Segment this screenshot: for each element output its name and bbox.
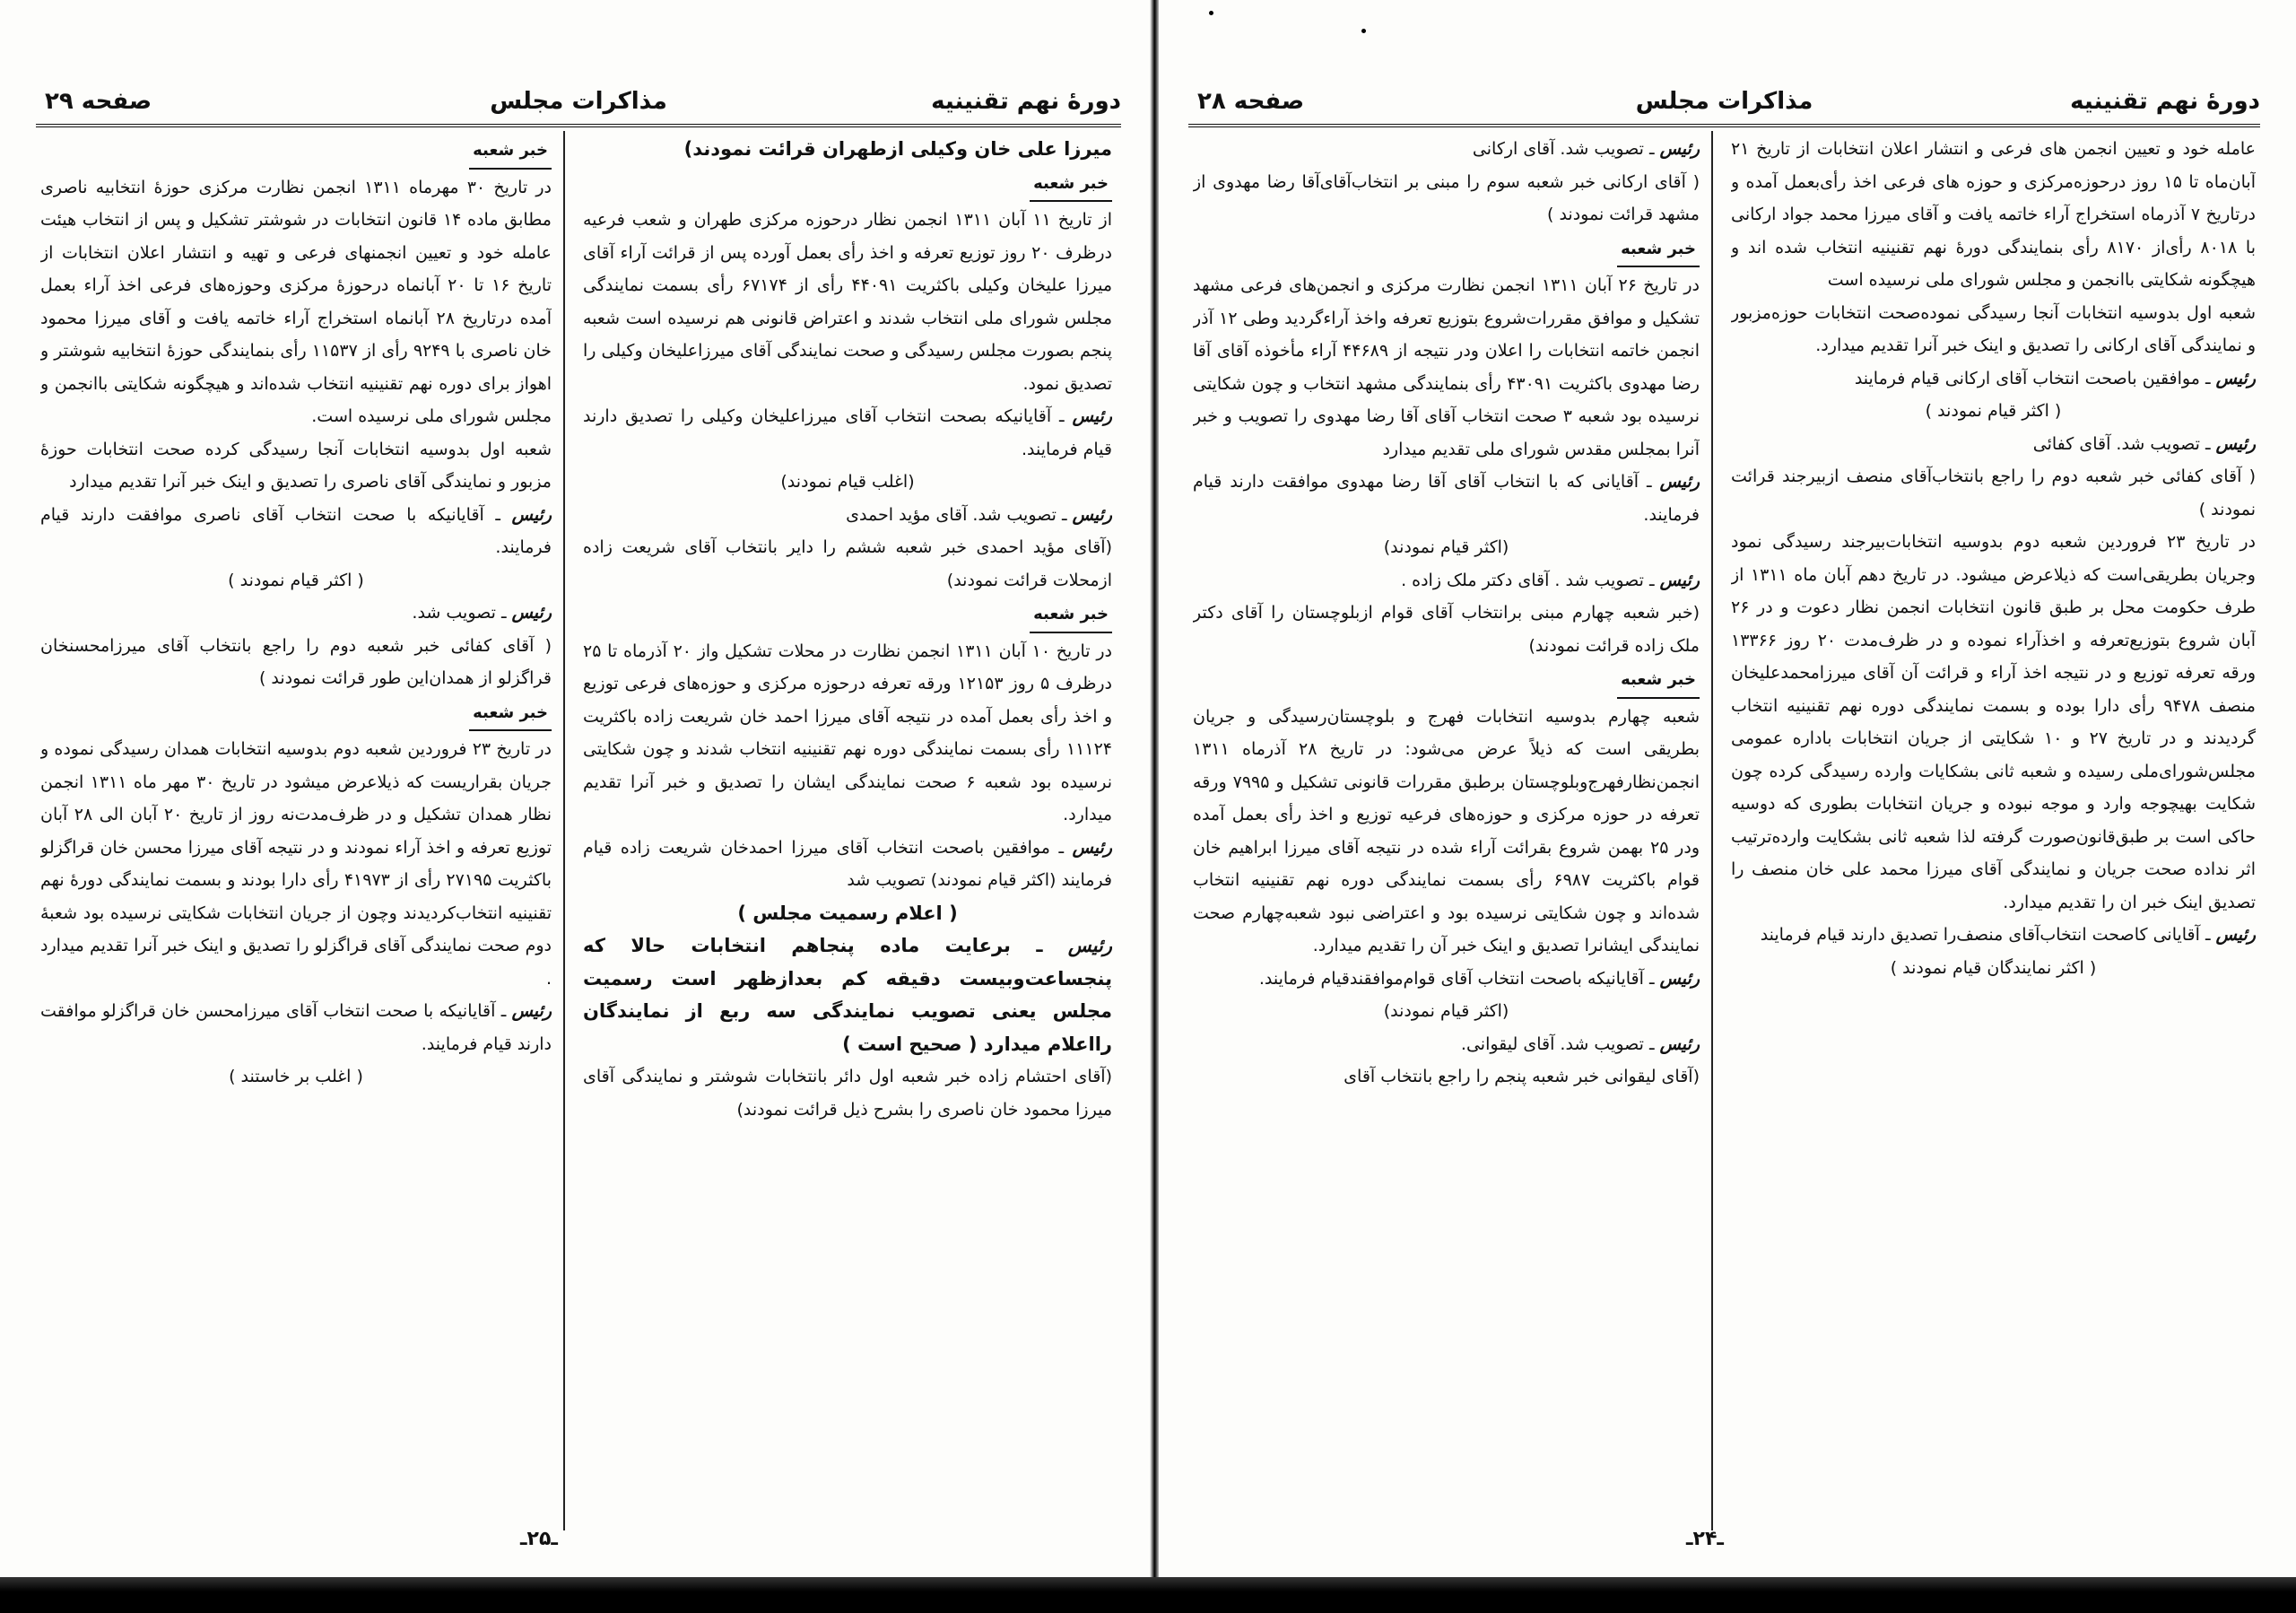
header-page-label: صفحه ۲۹ — [45, 88, 152, 115]
text-column-right — [1731, 133, 2256, 1505]
section-subhead — [583, 166, 1112, 205]
speech-text: ـ موافقین باصحت انتخاب آقای ارکانی قیام فرمایند — [1854, 368, 2211, 388]
page-number: ـ۲۵ـ — [520, 1528, 558, 1550]
speaker-name: رئیس — [1072, 837, 1112, 858]
page-header — [1188, 88, 2260, 127]
body-paragraph: (آقای احتشام زاده خبر شعبه اول دائر بانتخابات شوشتر و نمایندگی آقای میرزا محمود خان ناصری را بشرح ذیل قرائت نمودند) — [583, 1067, 1112, 1120]
section-subhead — [1193, 662, 1700, 701]
speech-text: ـ تصویب شد. آقای ارکانی — [1472, 139, 1655, 159]
speech-text: ـ تصویب شد. آقای لیقوانی. — [1460, 1033, 1655, 1054]
subhead-label: خبر شعبه — [469, 697, 552, 732]
stage-note: ( اعلام رسمیت مجلس ) — [737, 902, 958, 924]
text-column-left — [1193, 133, 1700, 1505]
stage-note: ( اغلب بر خاستند ) — [229, 1067, 363, 1086]
speaker-name: رئیس — [511, 1001, 552, 1021]
body-paragraph: در تاریخ ۱۰ آبان ۱۳۱۱ انجمن نظارت در محلات تشکیل واز ۲۰ آذرماه تا ۲۵ درظرف ۵ روز ۱۲۱۵۳ ورقه تعرفه درحوزه مرکزی و حوزه‌های فرعی توزیع و اخذ رأی بعمل آمده در نتیجه آقای میرزا احمد خان شریعت زاده باکثریت ۱۱۱۲۴ رأی بسمت نمایندگی دوره نهم تقنینیه انتخاب شدند و چون شکایتی نرسیده بود شعبه ۶ صحت نمایندگی ایشان را تصدیق و خبر آنرا تقدیم میدارد. — [583, 641, 1112, 824]
speaker-name: رئیس — [2215, 925, 2256, 945]
body-paragraph: در تاریخ ۲۳ فروردین شعبه دوم بدوسیه انتخابات همدان رسیدگی نموده و جریان بقراریست که ذیلاعرض میشود در تاریخ ۳۰ مهر ماه ۱۳۱۱ انجمن نظار همدان تشکیل و در ظرف‌مدت‌نه روز از تاریخ ۲۰ آبان الی ۲۸ آبان توزیع تعرفه و اخذ آراء نمودند و در نتیجه آقای میرزا محسن خان قراگزلو باکثریت ۲۷۱۹۵ رأی از ۴۱۹۷۳ رأی دارا بودند و بسمت نمایندگی دورهٔ نهم تقنینیه انتخاب‌کردیدند وچون از جریان انتخابات شکایتی نرسیده بود شعبهٔ دوم صحت نمایندگی آقای قراگزلو را تصدیق و اینک خبر آنرا تقدیم میدارد . — [40, 739, 552, 989]
section-subhead — [40, 695, 552, 734]
speaker-name: رئیس — [1072, 406, 1112, 426]
section-subhead — [583, 597, 1112, 635]
stage-note: ( اکثر نمایندگان قیام نمودند ) — [1890, 957, 2097, 978]
body-paragraph: از تاریخ ۱۱ آبان ۱۳۱۱ انجمن نظار درحوزه مرکزی طهران و شعب فرعیه درظرف ۲۰ روز توزیع تعرفه و اخذ رأی بعمل آورده پس از قرائت آراء آقای میرزا علیخان وکیلی باکثریت ۴۴۰۹۱ رأی از ۶۷۱۷۴ رأی بسمت نمایندگی مجلس شورای ملی انتخاب شدند و اعتراض قانونی هم نرسیده است شعبه پنجم بصورت مجلس رسیدگی و صحت نمایندگی آقای میرزاعلیخان وکیلی را تصدیق نمود. — [583, 210, 1112, 394]
subhead-label: خبر شعبه — [1617, 233, 1700, 268]
body-paragraph: عامله خود و تعیین انجمن های فرعی و انتشار اعلان انتخابات از تاریخ ۲۱ آبان‌ماه تا ۱۵ روز درحوزه‌مرکزی و حوزه های فرعی اخذ رأی‌بعمل آمده و درتاریخ ۷ آذرماه استخراج آراء خاتمه یافت و آقای میرزا محمد جواد ارکانی با ۸۰۱۸ رأی‌از ۸۱۷۰ رأی بنمایندگی دورهٔ نهم تقنینیه انتخاب شده اند و هیچگونه شکایتی باانجمن و مجلس شورای ملی نرسیده است — [1731, 139, 2256, 290]
speaker-name: رئیس — [1659, 139, 1700, 159]
body-paragraph: شعبه اول بدوسیه انتخابات آنجا رسیدگی کرده صحت انتخابات حوزهٔ مزبور و نمایندگی آقای ناصری را تصدیق و اینک خبر آنرا تقدیم میدارد — [40, 439, 552, 492]
subhead-label: خبر شعبه — [1030, 168, 1112, 203]
speech-text: ـ تصویب شد. آقای کفائی — [2032, 433, 2211, 454]
speech-paragraph — [1193, 466, 1700, 531]
speech-text: ـ تصویب شد . آقای دکتر ملک زاده . — [1401, 570, 1655, 590]
speech-text: ـ برعایت ماده پنجاهم انتخابات حالا که پنجساعت‌وبیست دقیقه کم بعدازظهر است رسمیت مجلس یعنی تصویب نمایندگی سه ربع از نمایندگان رااعلام میدارد ( صحیح است ) — [583, 935, 1112, 1055]
speaker-name: رئیس — [1659, 570, 1700, 590]
speech-text: ـ آقایانیکه باصحت انتخاب آقای قوام‌موافقندقیام فرمایند. — [1258, 968, 1655, 989]
text-column-right — [583, 133, 1112, 1505]
speaker-name: رئیس — [1659, 1033, 1700, 1054]
right-page — [1157, 0, 2296, 1579]
body-paragraph: (آقای لیقوانی خبر شعبه پنجم را راجع بانتخاب آقای — [1344, 1067, 1700, 1086]
speech-text: ـ موافقین باصحت انتخاب آقای میرزا احمدخان شریعت زاده قیام فرمایند (اکثر قیام نمودند) تصویب شد — [583, 837, 1112, 890]
speaker-name: رئیس — [511, 504, 552, 525]
scan-bottom-edge — [0, 1577, 2296, 1613]
speech-paragraph — [1193, 133, 1700, 166]
body-paragraph: در تاریخ ۲۳ فروردین شعبه دوم بدوسیه انتخابات‌بیرجند رسیدگی نمود وجریان بطریقی‌است که ذیلاعرض میشود. در تاریخ دهم آبان ماه ۱۳۱۱ از طرف حکومت محل بر طبق قانون انتخابات انجمن نظار دعوت و در ۲۶ آبان شروع بتوزیع‌تعرفه و اخذآراء نموده و در ظرف‌مدت ۲۰ روز ۱۳۳۶۶ ورقه تعرفه توزیع و در نتیجه اخذ آراء و قرائت آن آقای میرزامحمدعلیخان منصف ۹۴۷۸ رأی دارا بوده و بسمت نمایندگی دوره نهم تقنینیه انتخاب گردیدند و در تاریخ ۲۷ و ۱۰ شکایتی از جریان انتخابات باداره عمومی مجلس‌شورای‌ملی رسیده و شعبه ثانی بشکایات وارده رسیدگی کرده چون شکایت بهیچوجه وارد و موجه نبوده و جریان انتخابات بطوری که دوسیه حاکی است بر طبق‌قانون‌صورت گرفته لذا شعبه ثانی بشکایت وارده‌ترتیب اثر نداده صحت جریان و نمایندگی آقای میرزا محمد علی خان منصف را تصدیق اینک خبر ان را تقدیم میدارد. — [1731, 532, 2256, 912]
speaker-name: رئیس — [2215, 368, 2256, 388]
speech-paragraph — [1193, 1028, 1700, 1061]
speech-paragraph — [583, 832, 1112, 897]
stage-note: ( اکثر قیام نمودند ) — [228, 570, 364, 590]
section-subhead — [1193, 231, 1700, 270]
body-paragraph: ( آقای کفائی خبر شعبه دوم را راجع بانتخاب‌آقای منصف ازبیرجند قرائت نمودند ) — [1731, 466, 2256, 519]
speech-paragraph — [1193, 963, 1700, 996]
column-divider — [563, 131, 565, 1530]
speech-text: ـ تصویب شد. آقای مؤید احمدی — [846, 504, 1067, 525]
speech-text: ـ آقایانیکه بصحت انتخاب آقای میرزاعلیخان وکیلی را تصدیق دارند قیام فرمایند. — [583, 406, 1112, 459]
speech-paragraph — [583, 499, 1112, 532]
header-term: دورهٔ نهم تقنینیه — [931, 88, 1121, 115]
speech-text: ـ آقایانیکه با صحت انتخاب آقای میرزامحسن خان قراگزلو موافقت دارند قیام فرمایند. — [40, 1001, 552, 1054]
speaker-name: رئیس — [1659, 472, 1700, 492]
stage-note: (اکثر قیام نمودند) — [1383, 537, 1509, 557]
bold-line: میرزا علی خان وکیلی ازطهران قرائت نمودند) — [683, 138, 1112, 160]
speech-paragraph — [1193, 564, 1700, 597]
body-paragraph: (آقای مؤید احمدی خبر شعبه ششم را دایر بانتخاب آقای شریعت زاده ازمحلات قرائت نمودند) — [583, 537, 1112, 590]
body-paragraph: ( آقای کفائی خبر شعبه دوم را راجع بانتخاب آقای میرزامحسنخان قراگزلو از همدان‌این طور قرائت نمودند ) — [40, 635, 552, 688]
stage-note: (اغلب قیام نمودند) — [780, 472, 915, 492]
column-divider — [1711, 131, 1713, 1530]
book-spine — [1150, 0, 1159, 1606]
left-page — [0, 0, 1157, 1579]
scan-speck — [1209, 11, 1213, 15]
body-paragraph: در تاریخ ۳۰ مهرماه ۱۳۱۱ انجمن نظارت مرکزی حوزهٔ انتخابیه ناصری مطابق ماده ۱۴ قانون انتخابات در شوشتر تشکیل و پس از انتخاب هیئت عامله خود و تعیین انجمنهای فرعی و تهیه و انتشار اعلان انتخابات از تاریخ ۱۶ تا ۲۰ آبانماه درحوزهٔ مرکزی وحوزه‌های فرعی اخذ آراء بعمل آمده درتاریخ ۲۸ آبانماه استخراج آراء خاتمه یافت و آقای میرزا محمود خان ناصری با ۹۲۴۹ رأی از ۱۱۵۳۷ رأی بنمایندگی حوزهٔ انتخابیه شوشتر و اهواز برای دوره نهم تقنینیه انتخاب شده‌اند و هیچگونه شکایتی باانجمن و مجلس شورای ملی نرسیده است. — [40, 177, 552, 426]
speech-paragraph — [40, 995, 552, 1060]
speech-paragraph — [40, 499, 552, 564]
page-header — [36, 88, 1121, 127]
subhead-label: خبر شعبه — [1617, 664, 1700, 699]
speech-text: ـ تصویب شد. — [412, 603, 507, 623]
header-term: دورهٔ نهم تقنینیه — [2070, 88, 2260, 115]
speech-paragraph — [1731, 428, 2256, 461]
text-column-left — [40, 133, 552, 1505]
page-number: ـ۲۴ـ — [1686, 1528, 1724, 1550]
header-title: مذاکرات مجلس — [1635, 88, 1813, 115]
section-subhead — [40, 133, 552, 171]
speaker-name: رئیس — [1067, 935, 1112, 956]
body-paragraph: شعبه چهارم بدوسیه انتخابات فهرج و بلوچستان‌رسیدگی و جریان بطریقی است که ذیلاً عرض می‌شود: در تاریخ ۲۸ آذرماه ۱۳۱۱ انجمن‌نظارفهرج‌وبلوچستان برطبق مقررات قانونی تشکیل و ۷۹۹۵ ورقه تعرفه در حوزه مرکزی و حوزه‌های فرعیه توزیع و اخذ رأی بعمل آمده ودر ۲۵ بهمن شروع بقرائت آراء شده در نتیجه آقای میرزا ابراهیم خان قوام باکثریت ۶۹۸۷ رأی بسمت نمایندگی دوره نهم تقنینیه انتخاب شده‌اند و چون شکایتی نرسیده بود و اعتراضی نبود شعبه‌چهارم صحت نمایندگی ایشانرا تصدیق و اینک خبر آن را تقدیم میدارد. — [1193, 706, 1700, 955]
subhead-label: خبر شعبه — [1030, 598, 1112, 633]
body-paragraph: ( آقای ارکانی خبر شعبه سوم را مبنی بر انتخاب‌آقای‌آقا رضا مهدوی از مشهد قرائت نمودند ) — [1193, 171, 1700, 224]
speech-paragraph — [583, 400, 1112, 466]
speech-paragraph — [1731, 919, 2256, 952]
body-paragraph: (خبر شعبه چهارم مبنی برانتخاب آقای قوام ازبلوچستان را آقای دکتر ملک زاده قرائت نمودند) — [1193, 603, 1700, 656]
speech-paragraph — [583, 929, 1112, 1060]
speech-paragraph — [40, 597, 552, 630]
speech-text: ـ آقایانی که با انتخاب آقای آقا رضا مهدوی موافقت دارند قیام فرمایند. — [1193, 472, 1700, 525]
scan-speck — [1361, 29, 1366, 33]
header-title: مذاکرات مجلس — [490, 88, 667, 115]
speech-text: ـ آقایانی کاصحت انتخاب‌آقای منصف‌را تصدیق دارند قیام فرمایند — [1760, 925, 2211, 945]
speaker-name: رئیس — [511, 603, 552, 623]
stage-note: ( اکثر قیام نمودند ) — [1925, 401, 2062, 421]
speech-paragraph — [1731, 362, 2256, 396]
speaker-name: رئیس — [2215, 433, 2256, 454]
header-page-label: صفحه ۲۸ — [1197, 88, 1305, 115]
speaker-name: رئیس — [1072, 504, 1112, 525]
speech-text: ـ آقایانیکه با صحت انتخاب آقای ناصری موافقت دارند قیام فرمایند. — [40, 504, 552, 557]
body-paragraph: شعبه اول بدوسیه انتخابات آنجا رسیدگی نموده‌صحت انتخابات حوزه‌مزبور و نمایندگی آقای ارکانی را تصدیق و اینک خبر آنرا تقدیم میدارد. — [1731, 302, 2256, 355]
body-paragraph: در تاریخ ۲۶ آبان ۱۳۱۱ انجمن نظارت مرکزی و انجمن‌های فرعی مشهد تشکیل و موافق مقررات‌شروع بتوزیع تعرفه واخذ آراءگردید وطی ۱۲ آذر انجمن خاتمه انتخابات را اعلان ودر نتیجه از ۴۴۶۸۹ آراء مأخوذه آقای آقا رضا مهدوی باکثریت ۴۳۰۹۱ رأی بنمایندگی مشهد انتخاب و چون شکایتی نرسیده بود شعبه ۳ صحت انتخاب آقای آقا رضا مهدوی را تصویب و خبر آنرا بمجلس مقدس شورای ملی تقدیم میدارد — [1193, 275, 1700, 459]
subhead-label: خبر شعبه — [469, 135, 552, 170]
stage-note: (اکثر قیام نمودند) — [1383, 1001, 1509, 1021]
speaker-name: رئیس — [1659, 968, 1700, 989]
